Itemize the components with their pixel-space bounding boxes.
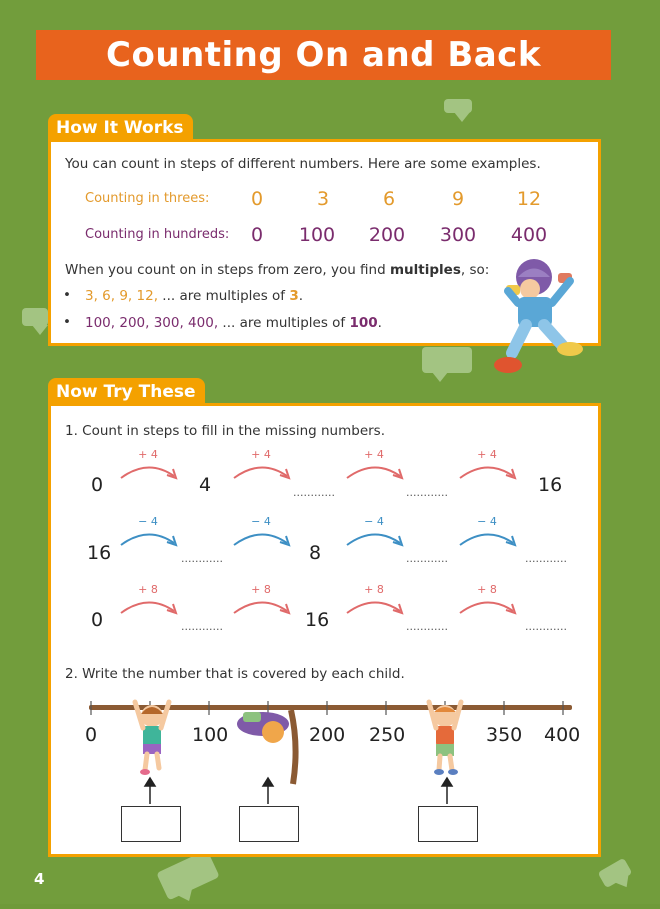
step-label: − 4 (251, 515, 271, 528)
speech-bubble-decoration (22, 308, 48, 326)
answer-box[interactable] (239, 806, 299, 842)
step-arc-arrow (457, 458, 519, 482)
step-label: + 4 (251, 448, 271, 461)
row1-cell: 0 (91, 474, 104, 496)
number-line-label: 100 (192, 724, 229, 746)
step-arc-arrow (118, 525, 180, 549)
step-label: + 4 (477, 448, 497, 461)
bullet-dot: • (63, 314, 71, 330)
step-arc-arrow (231, 525, 293, 549)
threes-value: 6 (382, 188, 396, 210)
row2-blank[interactable]: ............ (181, 552, 223, 565)
step-arc-arrow (344, 525, 406, 549)
row-hundreds-label: Counting in hundreds: (85, 227, 230, 242)
threes-value: 9 (451, 188, 465, 210)
step-arc-arrow (231, 593, 293, 617)
hundreds-value: 100 (298, 224, 336, 246)
multiples-text-a: When you count on in steps from zero, you find (65, 262, 390, 278)
hundreds-value: 200 (368, 224, 406, 246)
speech-bubble-decoration (422, 347, 472, 373)
row1-cell: 16 (538, 474, 563, 496)
row3-blank[interactable]: ............ (525, 620, 567, 633)
row1-cell: 4 (199, 474, 212, 496)
speech-bubble-decoration (444, 99, 472, 113)
threes-value: 12 (516, 188, 542, 210)
bullet-multiples-100 (85, 315, 382, 331)
how-it-works-intro: You can count in steps of different numbers. Here are some examples. (65, 156, 541, 172)
row1-blank[interactable]: ............ (406, 486, 448, 499)
row3-blank[interactable]: ............ (406, 620, 448, 633)
question-2: 2. Write the number that is covered by each child. (65, 666, 405, 682)
threes-value: 0 (250, 188, 264, 210)
hanging-child-boy (423, 696, 467, 778)
row2-blank[interactable]: ............ (406, 552, 448, 565)
hundreds-value: 300 (439, 224, 477, 246)
step-label: + 8 (477, 583, 497, 596)
row2-blank[interactable]: ............ (525, 552, 567, 565)
number-line-label: 200 (309, 724, 346, 746)
step-label: + 8 (251, 583, 271, 596)
multiples-bold: multiples (389, 262, 461, 278)
step-label: − 4 (138, 515, 158, 528)
row3-cell: 16 (305, 609, 330, 631)
step-arc-arrow (344, 593, 406, 617)
page-title-banner (36, 30, 611, 80)
multiples-text-b: , so: (460, 262, 490, 278)
number-line-label: 400 (544, 724, 581, 746)
step-arc-arrow (118, 458, 180, 482)
step-arc-arrow (344, 458, 406, 482)
speech-bubble-decoration (156, 850, 219, 901)
bullet2-rest: ... are multiples of (218, 315, 350, 331)
row2-cell: 16 (87, 542, 112, 564)
step-label: + 4 (364, 448, 384, 461)
row1-blank[interactable]: ............ (293, 486, 335, 499)
number-line-label: 0 (85, 724, 98, 746)
page-title: Counting On and Back (106, 35, 541, 75)
multiples-sentence (65, 262, 489, 278)
step-label: + 8 (364, 583, 384, 596)
number-line-label: 350 (486, 724, 523, 746)
how-it-works-tag: How It Works (48, 114, 193, 143)
step-arc-arrow (118, 593, 180, 617)
step-arc-arrow (457, 593, 519, 617)
number-line-label: 250 (369, 724, 406, 746)
bullet1-rest: ... are multiples of (157, 288, 290, 304)
step-arc-arrow (457, 525, 519, 549)
answer-box[interactable] (121, 806, 181, 842)
hundreds-value: 0 (250, 224, 264, 246)
step-label: + 4 (138, 448, 158, 461)
bullet2-end: . (377, 315, 382, 331)
row3-cell: 0 (91, 609, 104, 631)
row2-cell: 8 (309, 542, 322, 564)
threes-value: 3 (316, 188, 330, 210)
step-label: + 8 (138, 583, 158, 596)
bullet2-seq: 100, 200, 300, 400, (85, 315, 219, 331)
hanging-child-girl (129, 696, 175, 776)
step-arc-arrow (231, 458, 293, 482)
page-number: 4 (34, 870, 45, 888)
hundreds-value: 400 (510, 224, 548, 246)
pointer-arrows (51, 776, 598, 806)
bullet-dot: • (63, 287, 71, 303)
now-try-these-tag: Now Try These (48, 378, 205, 407)
step-label: − 4 (364, 515, 384, 528)
climbing-child-illustration (478, 255, 598, 380)
row3-blank[interactable]: ............ (181, 620, 223, 633)
step-label: − 4 (477, 515, 497, 528)
bullet2-num: 100 (349, 315, 378, 331)
bullet-multiples-3 (85, 288, 303, 304)
speech-bubble-decoration (598, 858, 633, 889)
bullet1-seq: 3, 6, 9, 12, (85, 288, 158, 304)
bullet1-end: . (298, 288, 304, 304)
bullet1-num: 3 (289, 288, 299, 304)
row-threes-label: Counting in threes: (85, 191, 210, 206)
question-1: 1. Count in steps to fill in the missing numbers. (65, 423, 386, 439)
answer-box[interactable] (418, 806, 478, 842)
